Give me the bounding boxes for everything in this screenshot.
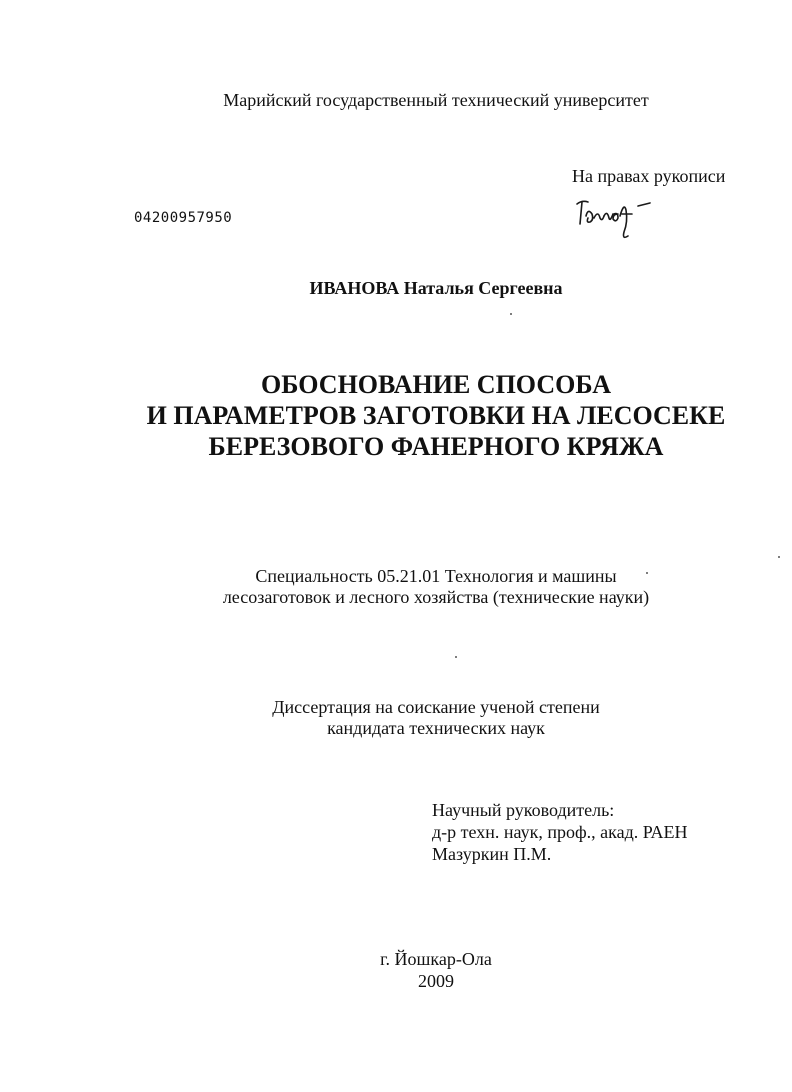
university-name: Марийский государственный технический университет [223, 90, 649, 110]
specialty-line-1: Специальность 05.21.01 Технология и машины [255, 566, 617, 586]
supervisor-name: Мазуркин П.М. [432, 844, 552, 864]
degree-line-1: Диссертация на соискание ученой степени [272, 697, 600, 717]
year: 2009 [418, 971, 454, 991]
degree-line-2: кандидата технических наук [327, 718, 545, 738]
footer-block [40, 948, 792, 992]
city-name: г. Йошкар-Ола [380, 949, 492, 969]
scan-speck [778, 556, 780, 558]
dissertation-title [40, 369, 792, 462]
scan-speck [510, 313, 512, 315]
scan-speck [646, 572, 648, 574]
scan-speck [455, 656, 457, 658]
specialty-line-2: лесозаготовок и лесного хозяйства (технические науки) [222, 587, 650, 607]
author-name: ИВАНОВА Наталья Сергеевна [309, 278, 563, 298]
specialty-block [40, 566, 792, 608]
title-line-2: И ПАРАМЕТРОВ ЗАГОТОВКИ НА ЛЕСОСЕКЕ [146, 401, 726, 430]
signature-icon [574, 192, 674, 244]
supervisor-label: Научный руководитель: [432, 800, 615, 820]
manuscript-rights-note: На правах рукописи [572, 166, 726, 186]
document-code: 04200957950 [134, 210, 233, 226]
title-line-1: ОБОСНОВАНИЕ СПОСОБА [261, 370, 611, 399]
degree-block [40, 697, 792, 739]
supervisor-credentials: д-р техн. наук, проф., акад. РАЕН [432, 822, 688, 842]
title-line-3: БЕРЕЗОВОГО ФАНЕРНОГО КРЯЖА [208, 432, 664, 461]
supervisor-block [432, 799, 687, 865]
